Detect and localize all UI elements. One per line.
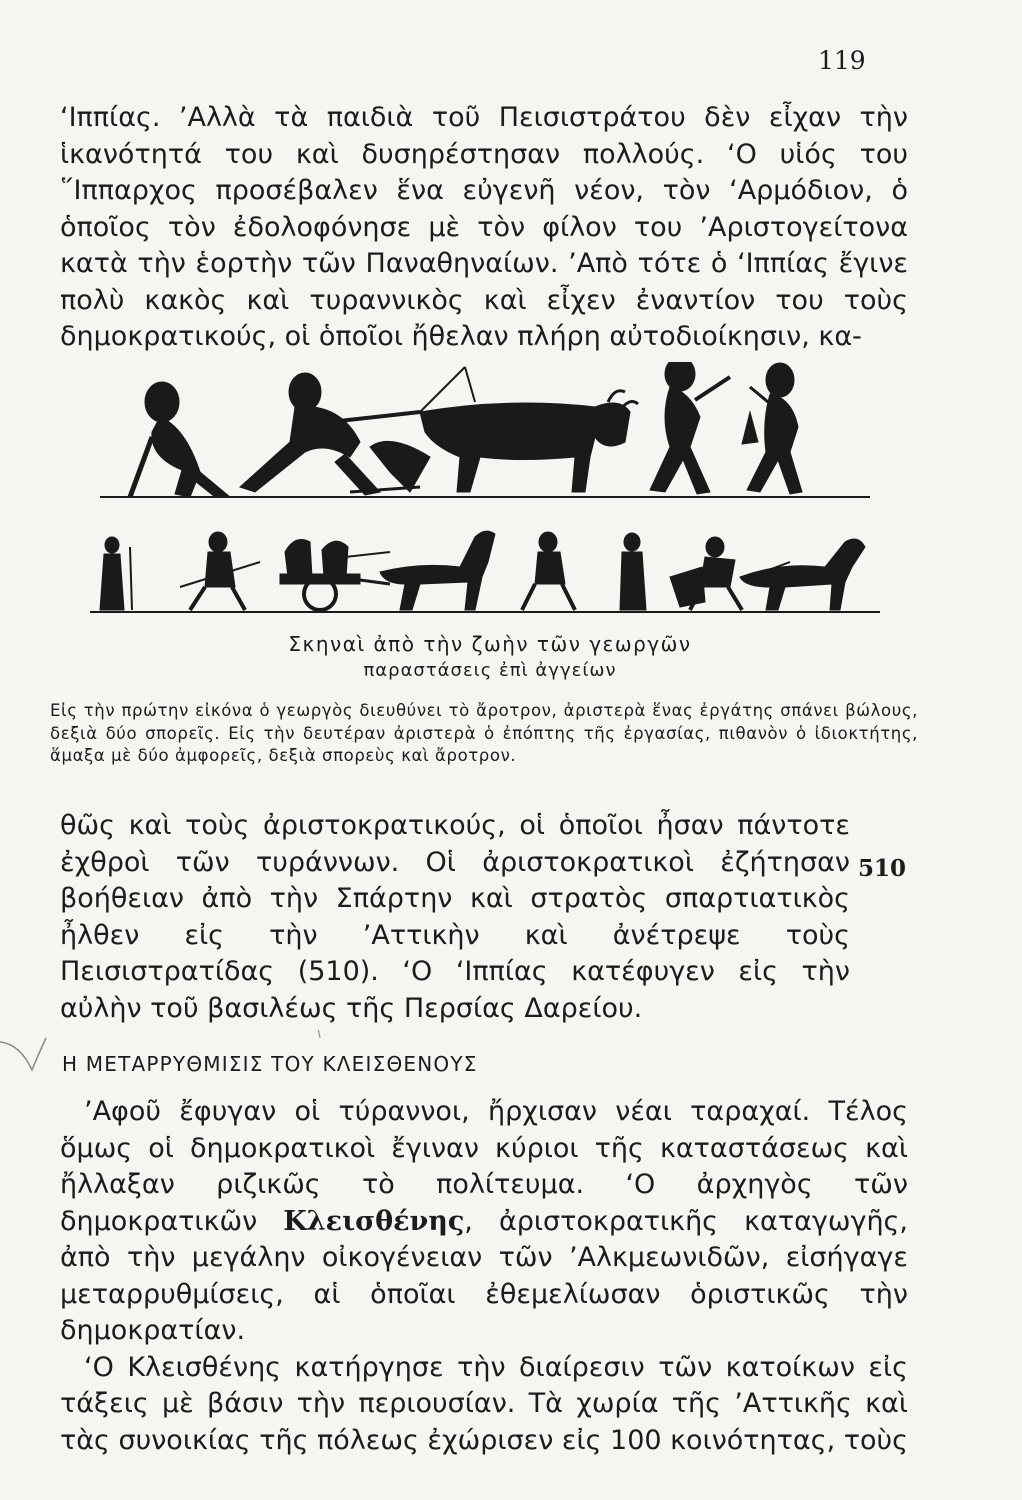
paragraph-cleisthenes-reforms: ‘Ο Κλεισθένης κατήργησε τὴν διαίρεσιν τῶν κατοίκων εἰς τάξεις μὲ βάσιν τὴν περιουσίαν. Τὰ χωρία τῆς ’Αττικῆς καὶ τὰς συνοικίας τῆς πόλεως ἐχώρισεν εἰς 100 κοινότητας, τοὺς [60, 1351, 908, 1456]
paragraph-hippias: ‘Ιππίας. ’Αλλὰ τὰ παιδιὰ τοῦ Πεισιστράτου δὲν εἶχαν τὴν ἱκανότητά του καὶ δυσηρέστησαν πολλούς. ‘Ο υἱός του ῞Ιππαρχος προσέβαλεν ἕνα εὐγενῆ νέον, τὸν ‘Αρμόδιον, ὁ ὁποῖος τὸν ἐδολοφόνησε μὲ τὸν φίλον του ’Αριστογείτονα κατὰ τὴν ἑορτὴν τῶν Παναθηναίων. ’Απὸ τότε ὁ ‘Ιππίας ἔγινε πολὺ κακὸς καὶ τυραννικὸς καὶ εἶχεν ἐναντίον του τοὺς δημοκρατικούς, οἱ ὁποῖοι ἤθελαν πλήρη αὐτοδιοίκησιν, κα- [60, 102, 908, 352]
vase-painting-figure [90, 362, 880, 622]
figure-caption-text: Εἰς τὴν πρώτην εἰκόνα ὁ γεωργὸς διευθύνει τὸ ἄροτρον, ἀριστερὰ ἕνας ἐργάτης σπάνει βώλους, δεξιὰ δύο σπορεῖς. Εἰς τὴν δευτέραν ἀριστερὰ ὁ ἐπόπτης τῆς ἐργασίας, πιθανὸν ὁ ἰδιοκτήτης, ἅμαξα μὲ δύο ἀμφορεῖς, δεξιὰ σπορεὺς καὶ ἄροτρον. [50, 701, 918, 765]
paragraph-fall-of-tyrants: θῶς καὶ τοὺς ἀριστοκρατικούς, οἱ ὁποῖοι ἦσαν πάντοτε ἐχθροὶ τῶν τυράννων. Οἱ ἀριστοκρατικοὶ ἐζήτησαν βοήθειαν ἀπὸ τὴν Σπάρτην καὶ στρατὸς σπαρτιατικὸς ἦλθεν εἰς τὴν ’Αττικὴν καὶ ἀνέτρεψε τοὺς Πεισιστρατίδας (510). ‘Ο ‘Ιππίας κατέφυγεν εἰς τὴν αὐλὴν τοῦ βασιλέως τῆς Περσίας Δαρείου. [60, 810, 850, 1024]
lower-frieze [90, 531, 880, 612]
farming-scenes-illustration [90, 362, 880, 622]
figure-caption-title: Σκηναὶ ἀπὸ τὴν ζωὴν τῶν γεωργῶν [288, 632, 692, 656]
cleisthenes-name: Κλεισθένης [283, 1205, 465, 1237]
section-heading: Η ΜΕΤΑΡΡΥΘΜΙΣΙΣ ΤΟΥ ΚΛΕΙΣΘΕΝΟΥΣ [62, 1052, 478, 1076]
paragraph-cleisthenes-lead: ’Αφοῦ ἔφυγαν οἱ τύραννοι, ἤρχισαν νέαι ταραχαί. Τέλος ὅμως οἱ δημοκρατικοὶ ἔγιναν κύριοι τῆς καταστάσεως καὶ ἤλλαξαν ριζικῶς τὸ πολίτευμα. ‘Ο ἀρχηγὸς τῶν δημοκρατικῶν [60, 1096, 908, 1237]
page-number: 119 [818, 46, 866, 75]
figure-caption-subtitle: παραστάσεις ἐπὶ ἀγγείων [363, 660, 617, 681]
margin-year-note: 510 [858, 855, 907, 882]
upper-frieze [100, 362, 870, 497]
paragraph-cleisthenes-intro [60, 1094, 908, 1350]
paragraph-cleisthenes-tail: , ἀριστοκρατικῆς καταγωγῆς, ἀπὸ τὴν μεγάλην οἰκογένειαν τῶν ’Αλκμεωνιδῶν, εἰσήγαγε μεταρρυθμίσεις, αἱ ὁποῖαι ἐθεμελίωσαν ὁριστικῶς τὴν δημοκρατίαν. [60, 1205, 908, 1346]
section-body [60, 1094, 908, 1459]
